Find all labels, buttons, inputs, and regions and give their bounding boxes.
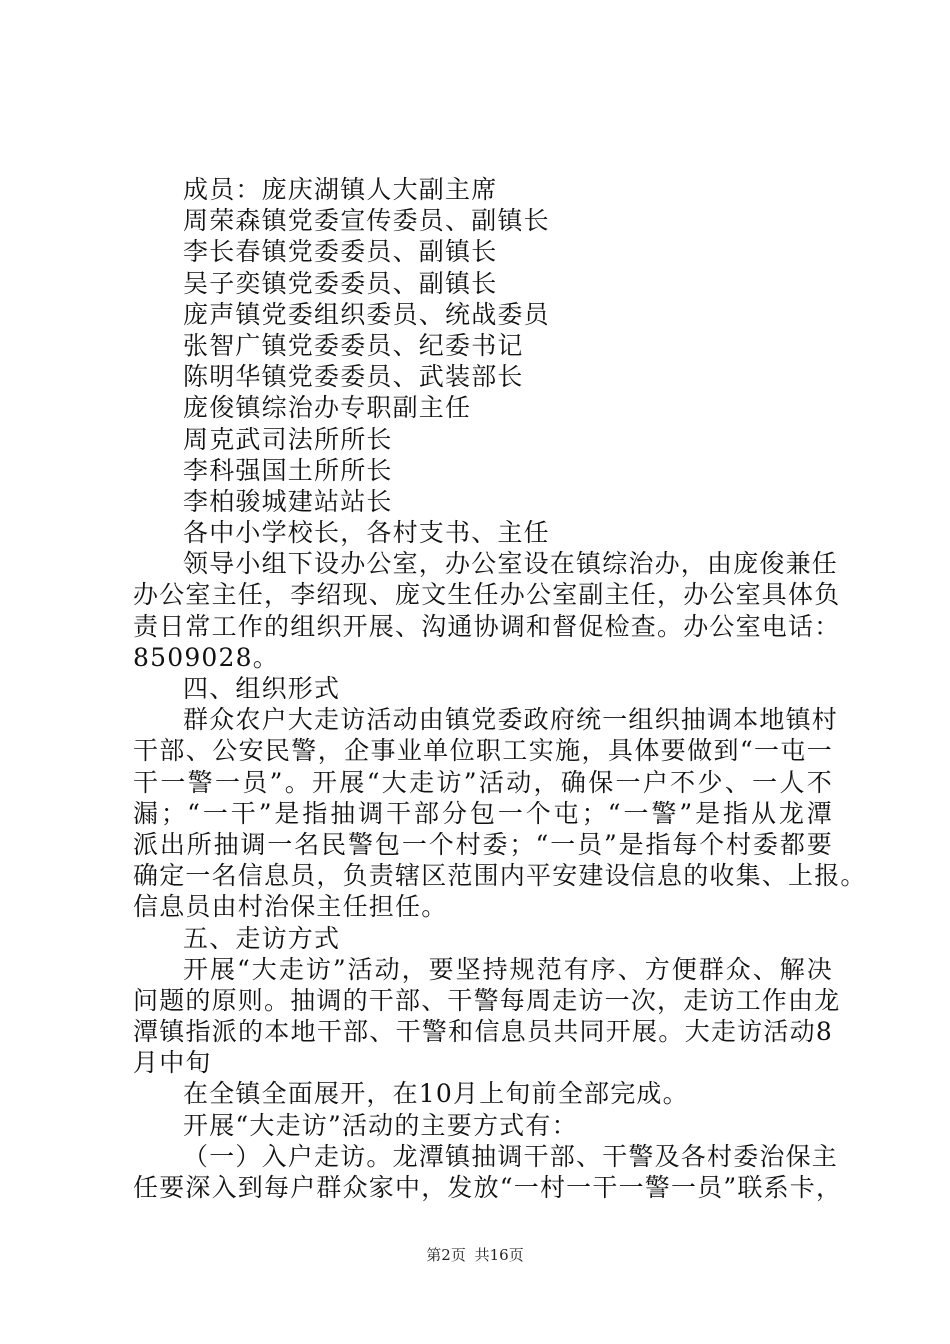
text-line: 责日常工作的组织开展、沟通协调和督促检查。办公室电话：	[133, 611, 841, 641]
text-line: 领导小组下设办公室，办公室设在镇综治办，由庞俊兼任	[183, 549, 839, 579]
text-line: 张智广镇党委委员、纪委书记	[183, 330, 524, 360]
text-line: 四、组织形式	[183, 674, 341, 703]
text-line: 成员：庞庆湖镇人大副主席	[183, 175, 498, 204]
text-line: 干部、公安民警，企事业单位职工实施，具体要做到“一屯一	[133, 736, 833, 766]
text-line: 信息员由村治保主任担任。	[133, 892, 448, 922]
text-line: 各中小学校长，各村支书、主任	[183, 518, 550, 548]
text-line: 派出所抽调一名民警包一个村委；“一员”是指每个村委都要	[133, 829, 833, 859]
text-line: 陈明华镇党委委员、武装部长	[183, 362, 524, 392]
text-line: 开展“大走访”活动的主要方式有：	[183, 1110, 578, 1140]
page-number: 第2页	[426, 1246, 466, 1264]
text-line: 漏；“一干”是指抽调干部分包一个屯；“一警”是指从龙潭	[133, 798, 833, 828]
text-line: 李长春镇党委委员、副镇长	[183, 237, 498, 267]
text-line: 干一警一员”。开展“大走访”活动，确保一户不少、一人不	[133, 767, 833, 797]
text-line: 8509028。	[133, 642, 279, 672]
text-line: （一）入户走访。龙潭镇抽调干部、干警及各村委治保主	[183, 1141, 839, 1171]
page-total: 共16页	[474, 1246, 524, 1264]
text-line: 周克武司法所所长	[183, 424, 393, 454]
text-line: 确定一名信息员，负责辖区范围内平安建设信息的收集、上报。	[133, 861, 867, 891]
text-line: 月中旬	[133, 1048, 212, 1078]
page-footer	[0, 1244, 950, 1265]
text-line: 吴子奕镇党委委员、副镇长	[183, 268, 498, 298]
text-line: 在全镇全面展开，在10月上旬前全部完成。	[183, 1079, 689, 1109]
text-line: 周荣森镇党委宣传委员、副镇长	[183, 206, 550, 236]
text-line: 办公室主任，李绍现、庞文生任办公室副主任，办公室具体负	[133, 580, 841, 610]
text-line: 李科强国土所所长	[183, 455, 393, 485]
text-line: 任要深入到每户群众家中，发放“一村一干一警一员”联系卡，	[133, 1173, 843, 1202]
text-line: 五、走访方式	[183, 923, 341, 953]
text-line: 庞声镇党委组织委员、统战委员	[183, 299, 550, 329]
text-line: 群众农户大走访活动由镇党委政府统一组织抽调本地镇村	[183, 705, 839, 735]
text-line: 李柏骏城建站站长	[183, 486, 393, 516]
text-line: 开展“大走访”活动，要坚持规范有序、方便群众、解决	[183, 954, 833, 984]
text-line: 问题的原则。抽调的干部、干警每周走访一次，走访工作由龙	[133, 985, 841, 1015]
document-body	[133, 174, 867, 1203]
text-line: 潭镇指派的本地干部、干警和信息员共同开展。大走访活动8	[133, 1017, 833, 1047]
text-line: 庞俊镇综治办专职副主任	[183, 393, 472, 423]
